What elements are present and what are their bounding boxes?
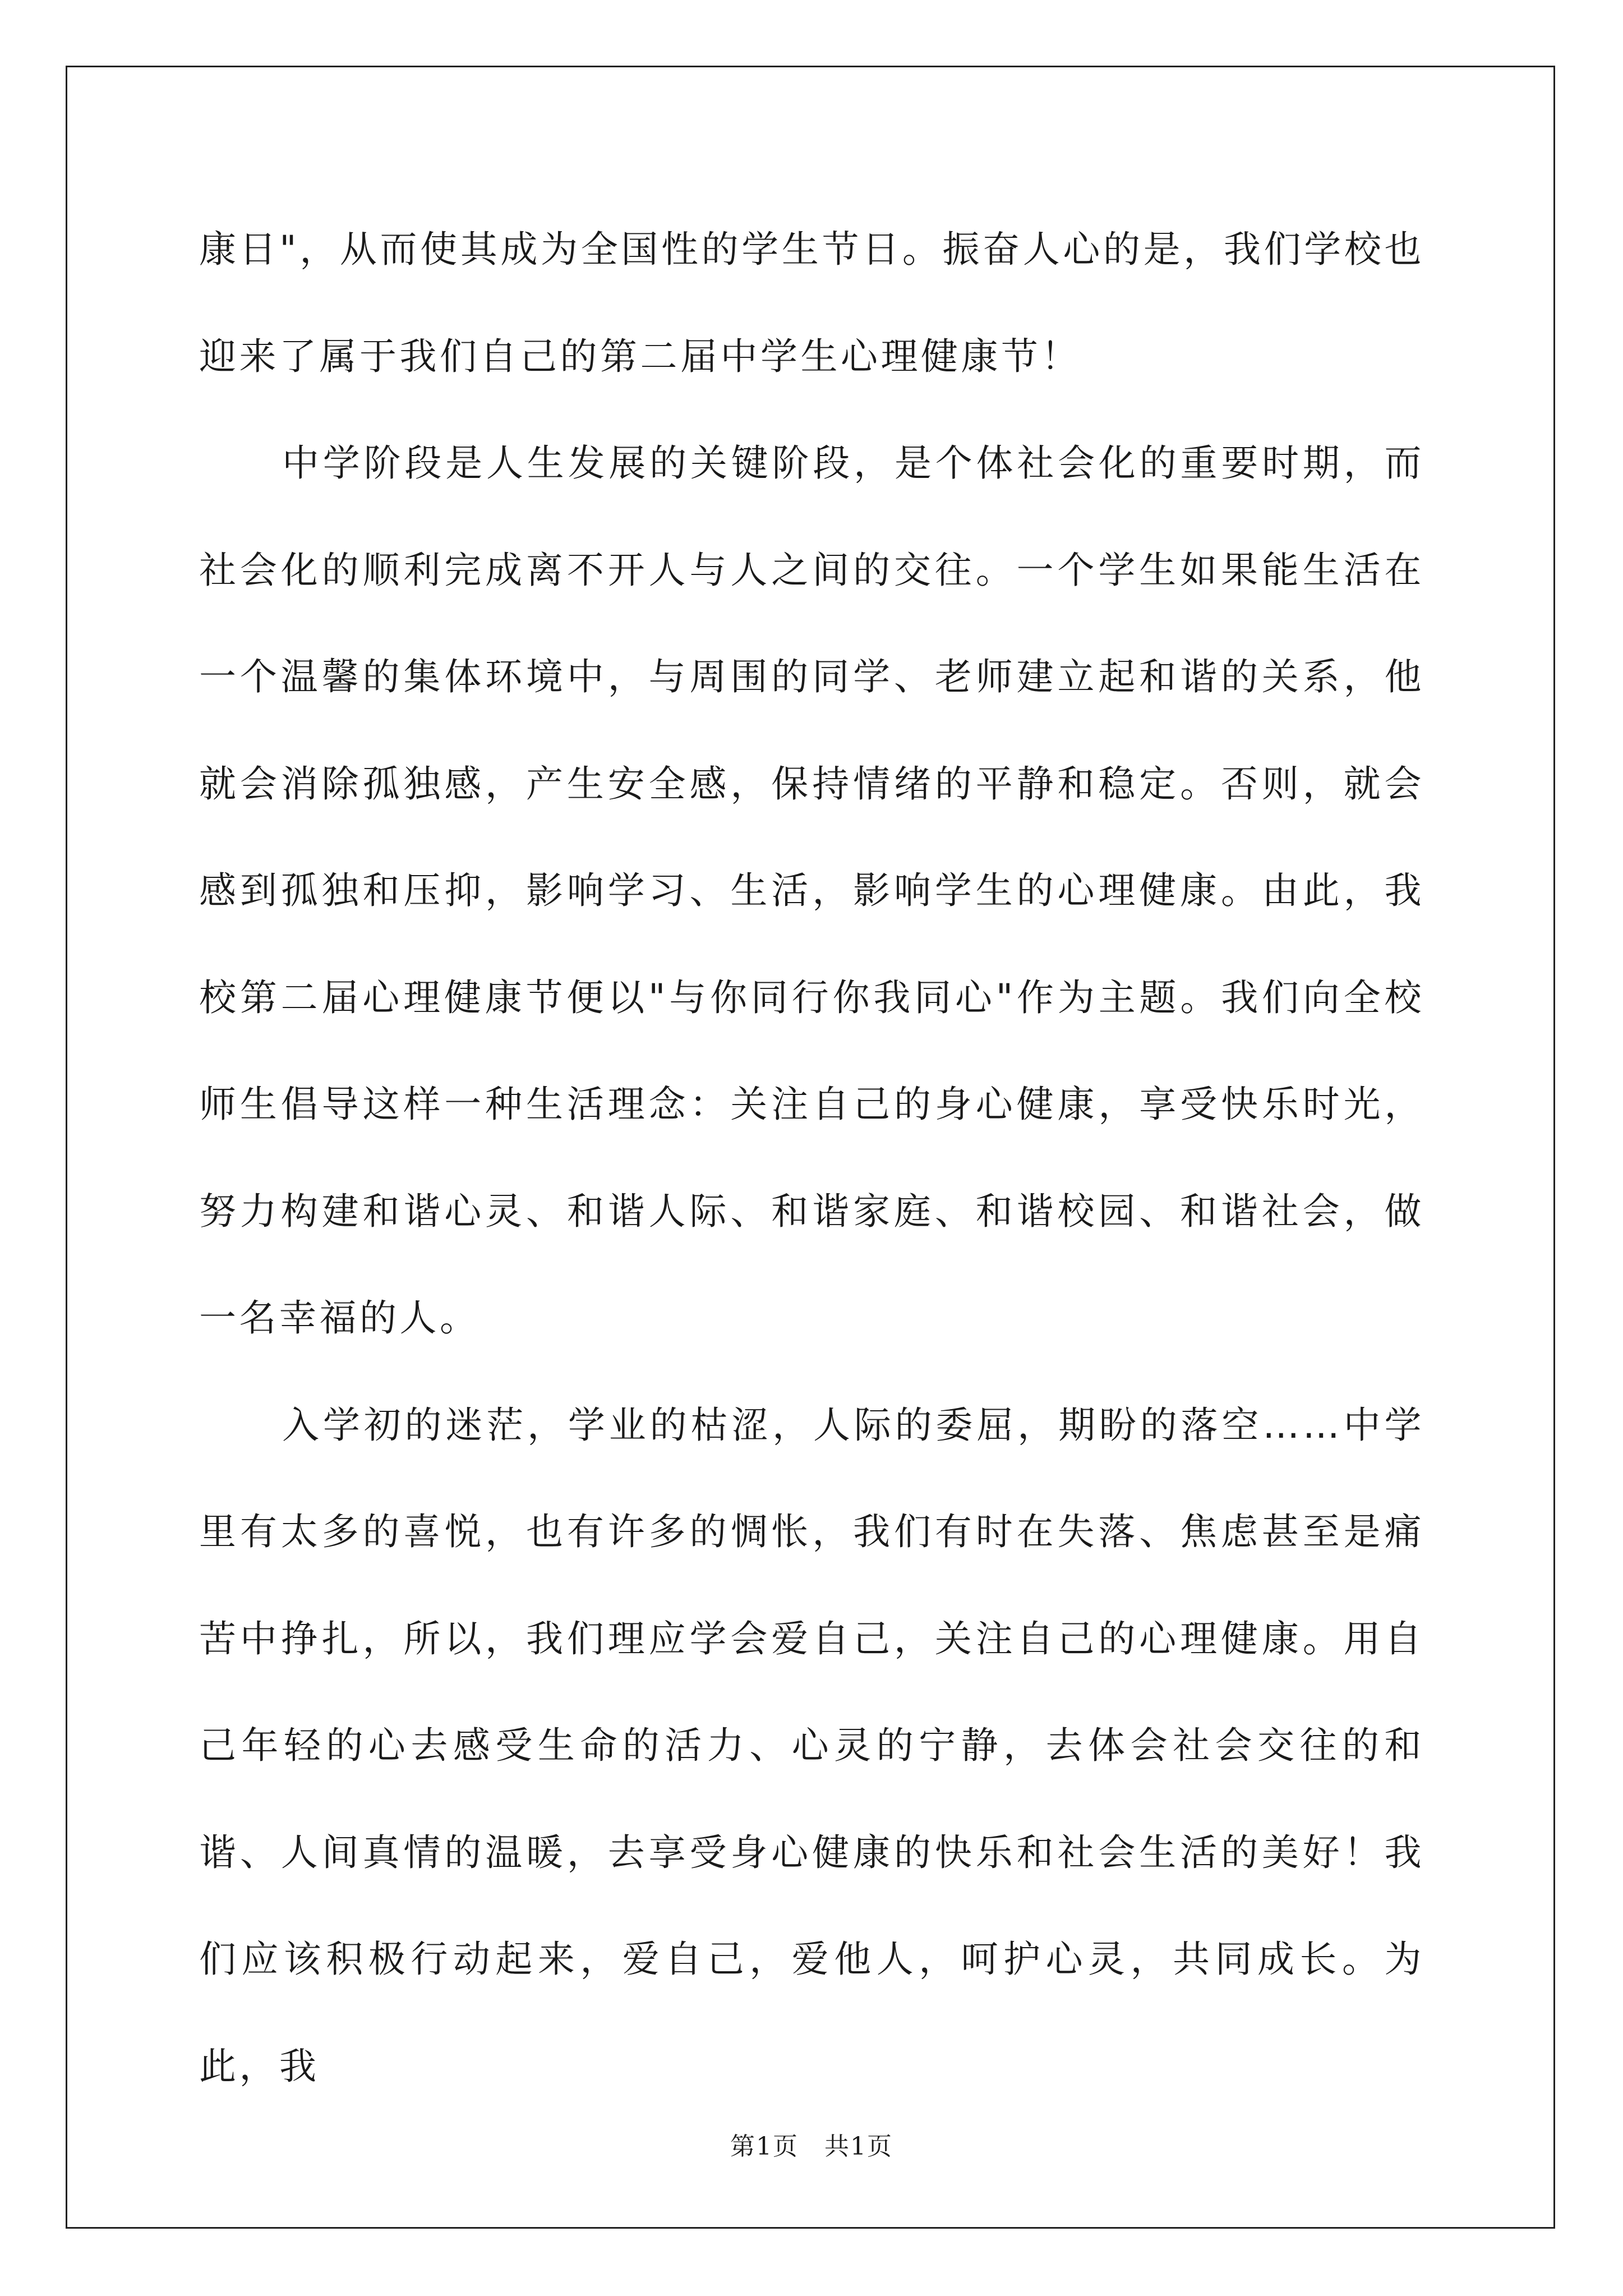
document-body: [199, 196, 1424, 2120]
paragraph-3: 入学初的迷茫，学业的枯涩，人际的委屈，期盼的落空……中学里有太多的喜悦，也有许多的惆怅，我们有时在失落、焦虑甚至是痛苦中挣扎，所以，我们理应学会爱自己，关注自己的心理健康。用自己年轻的心去感受生命的活力、心灵的宁静，去体会社会交往的和谐、人间真情的温暖，去享受身心健康的快乐和社会生活的美好！我们应该积极行动起来，爱自己，爱他人，呵护心灵，共同成长。为此，我: [199, 1403, 1424, 2088]
paragraph-1: 康日"，从而使其成为全国性的学生节日。振奋人心的是，我们学校也迎来了属于我们自己的第二届中学生心理健康节！: [199, 228, 1424, 378]
page-total: 共1页: [824, 2132, 893, 2161]
paragraph-2: 中学阶段是人生发展的关键阶段，是个体社会化的重要时期，而社会化的顺利完成离不开人与人之间的交往。一个学生如果能生活在一个温馨的集体环境中，与周围的同学、老师建立起和谐的关系，他就会消除孤独感，产生安全感，保持情绪的平静和稳定。否则，就会感到孤独和压抑，影响学习、生活，影响学生的心理健康。由此，我校第二届心理健康节便以"与你同行你我同心"作为主题。我们向全校师生倡导这样一种生活理念：关注自己的身心健康，享受快乐时光，努力构建和谐心灵、和谐人际、和谐家庭、和谐校园、和谐社会，做一名幸福的人。: [199, 441, 1424, 1340]
page-number: 第1页: [730, 2132, 799, 2161]
page-footer: [0, 2126, 1623, 2162]
